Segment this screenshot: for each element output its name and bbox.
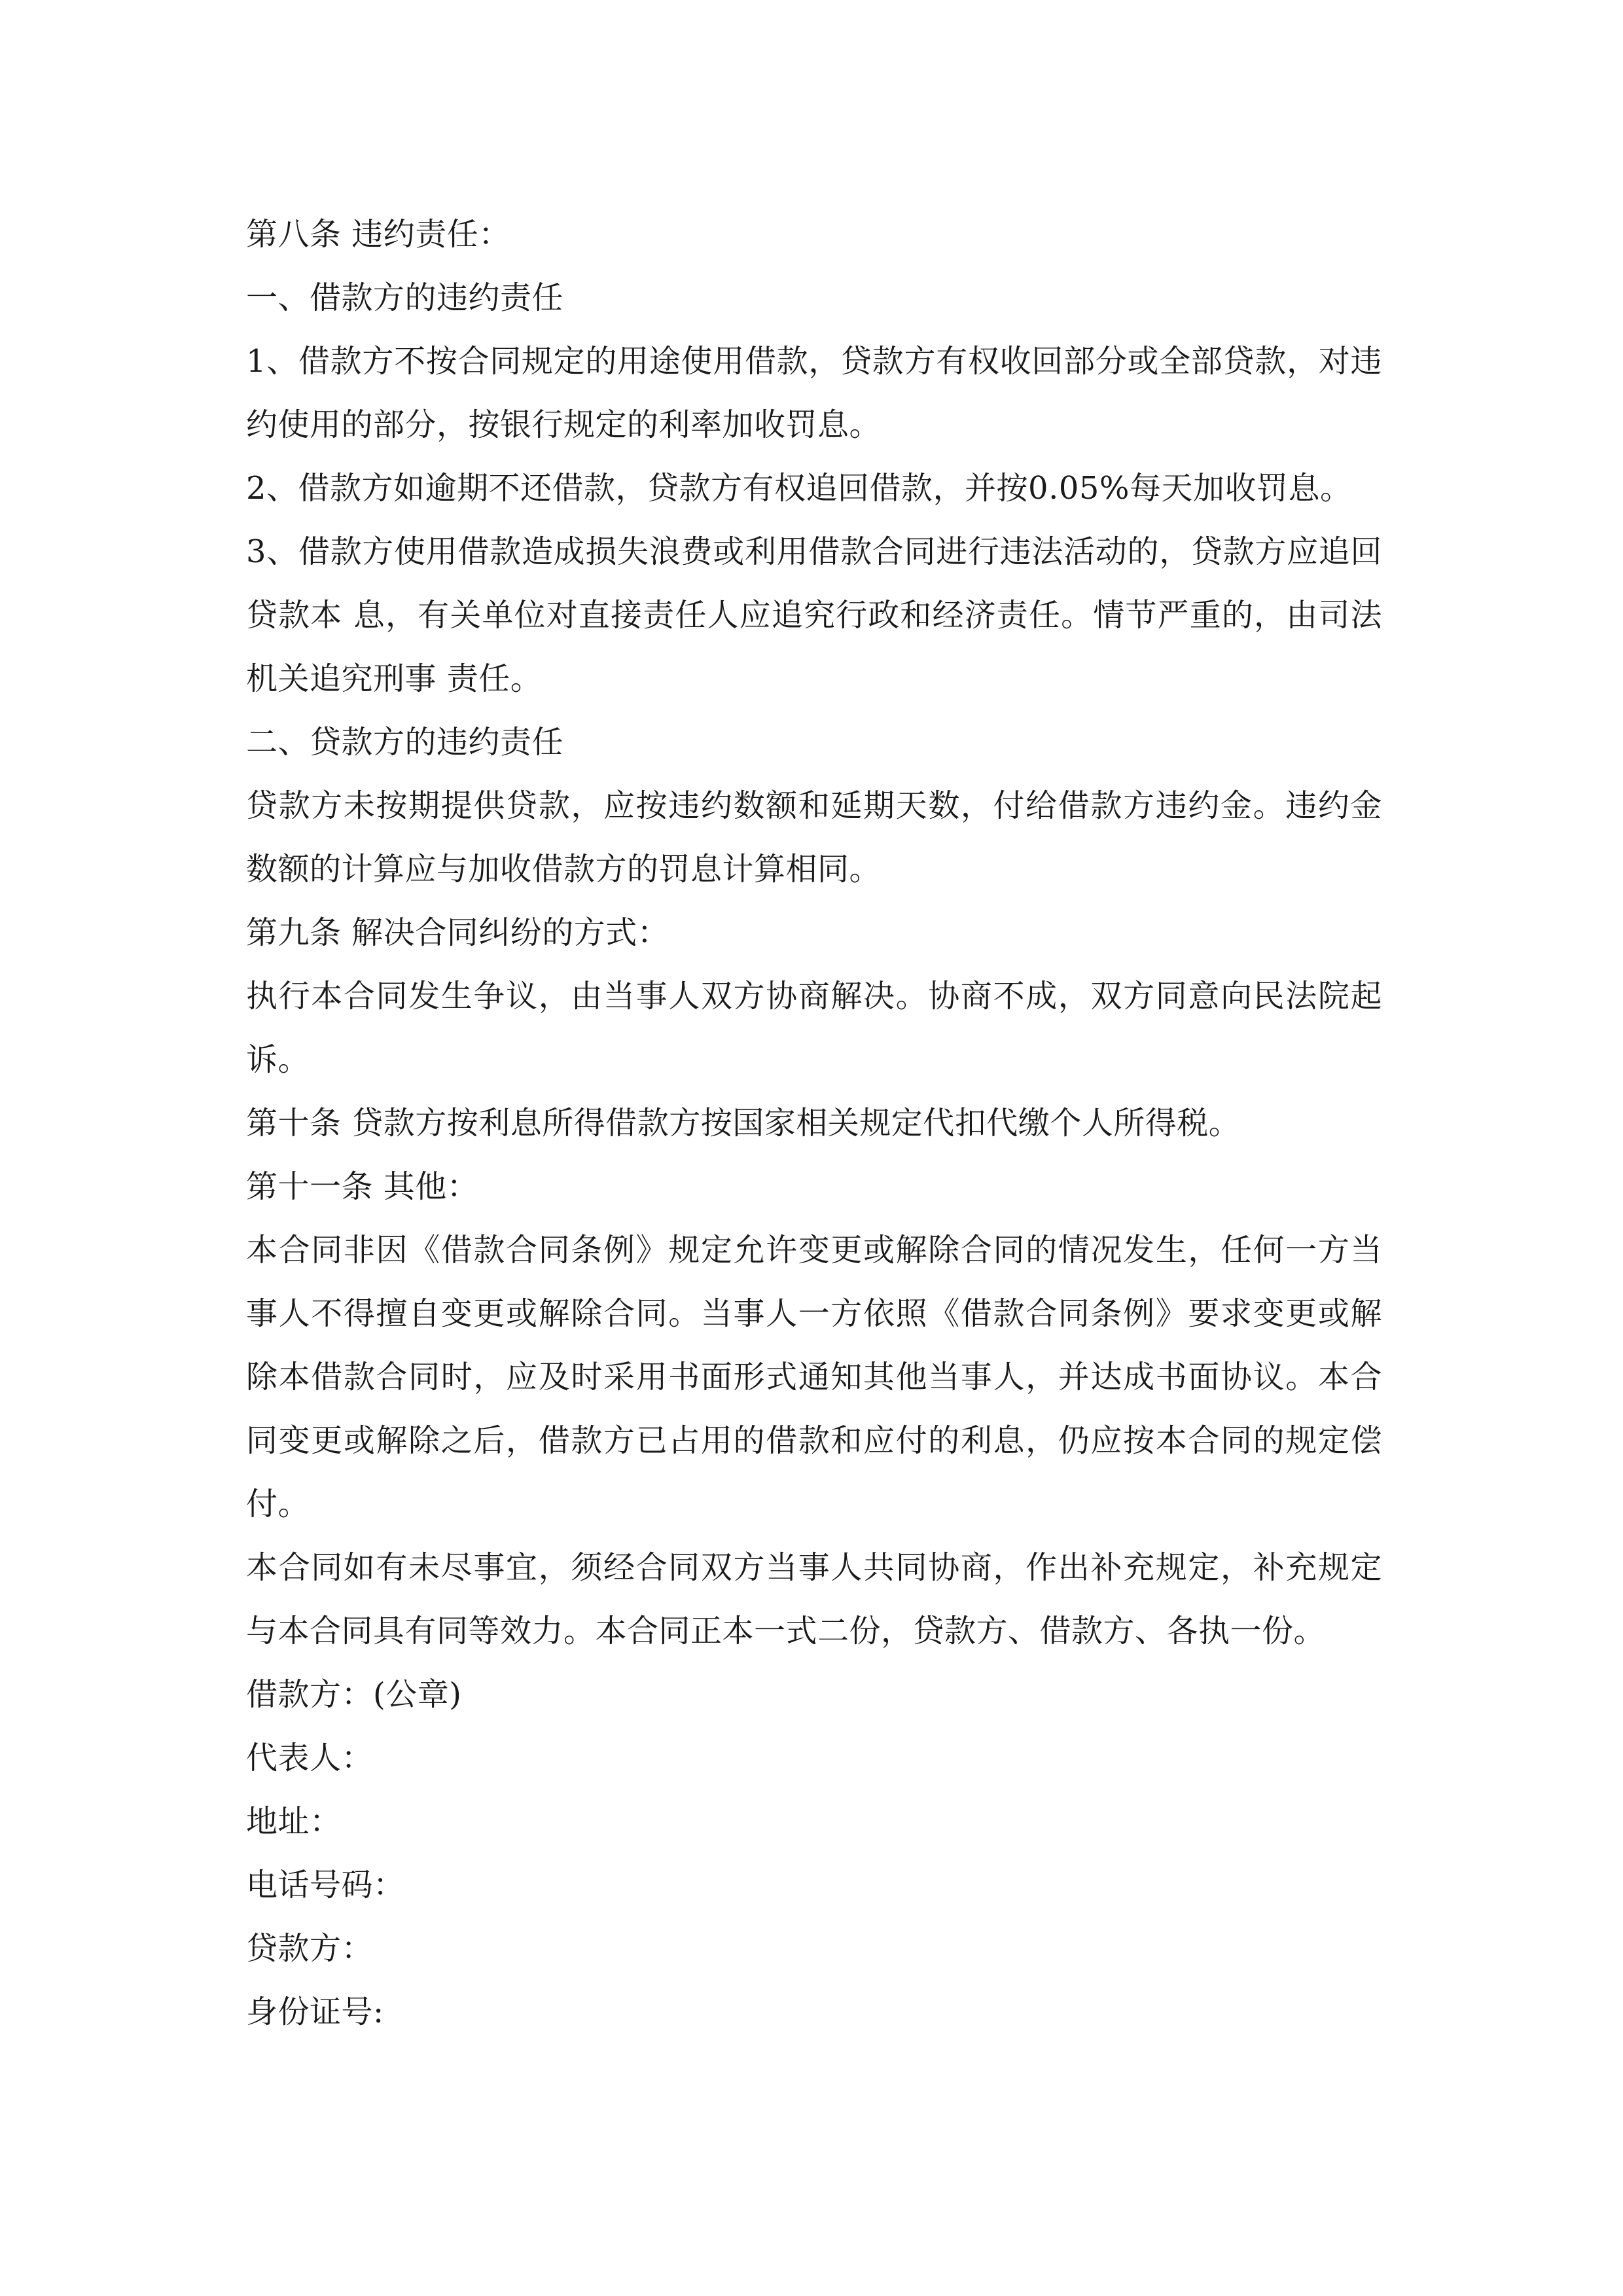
article-9-heading: 第九条 解决合同纠纷的方式： bbox=[246, 914, 669, 951]
clause-3-illegal-use: 3、借款方使用借款造成损失浪费或利用借款合同进行违法活动的，贷款方应追回贷款本 息，有关单位对直接责任人应追究行政和经济责任。情节严重的，由司法机关追究刑事 责任。 bbox=[246, 533, 1382, 697]
id-number-line: 身份证号: bbox=[246, 1994, 384, 2030]
lender-line: 贷款方： bbox=[246, 1930, 374, 1967]
borrower-seal-line: 借款方：(公章) bbox=[246, 1676, 462, 1713]
section-borrower-liability-heading: 一、借款方的违约责任 bbox=[246, 279, 564, 316]
representative-line: 代表人： bbox=[246, 1740, 374, 1776]
contract-change-paragraph: 本合同非因《借款合同条例》规定允许变更或解除合同的情况发生，任何一方当事人不得擅自变更或解除合同。当事人一方依照《借款合同条例》要求变更或解除本借款合同时，应及时采用书面形式通知其他当事人，并达成书面协议。本合同变更或解除之后，借款方已占用的借款和应付的利息，仍应按本合同的规定偿付。 bbox=[246, 1232, 1382, 1522]
article-10-paragraph: 第十条 贷款方按利息所得借款方按国家相关规定代扣代缴个人所得税。 bbox=[246, 1105, 1241, 1141]
supplementary-paragraph: 本合同如有未尽事宜，须经合同双方当事人共同协商，作出补充规定，补充规定与本合同具有同等效力。本合同正本一式二份，贷款方、借款方、各执一份。 bbox=[246, 1549, 1382, 1649]
dispute-resolution-paragraph: 执行本合同发生争议，由当事人双方协商解决。协商不成，双方同意向民法院起诉。 bbox=[246, 978, 1382, 1078]
clause-1-misuse: 1、借款方不按合同规定的用途使用借款，贷款方有权收回部分或全部贷款，对违约使用的部分，按银行规定的利率加收罚息。 bbox=[246, 343, 1382, 443]
article-8-heading: 第八条 违约责任： bbox=[246, 216, 510, 253]
address-line: 地址： bbox=[246, 1803, 342, 1840]
document-body bbox=[246, 203, 1382, 2044]
phone-line: 电话号码： bbox=[246, 1867, 405, 1903]
section-lender-liability-heading: 二、贷款方的违约责任 bbox=[246, 724, 564, 761]
lender-liability-paragraph: 贷款方未按期提供贷款，应按违约数额和延期天数，付给借款方违约金。违约金数额的计算应与加收借款方的罚息计算相同。 bbox=[246, 787, 1382, 888]
clause-2-overdue: 2、借款方如逾期不还借款，贷款方有权追回借款，并按0.05%每天加收罚息。 bbox=[246, 470, 1352, 507]
article-11-heading: 第十一条 其他： bbox=[246, 1168, 479, 1205]
